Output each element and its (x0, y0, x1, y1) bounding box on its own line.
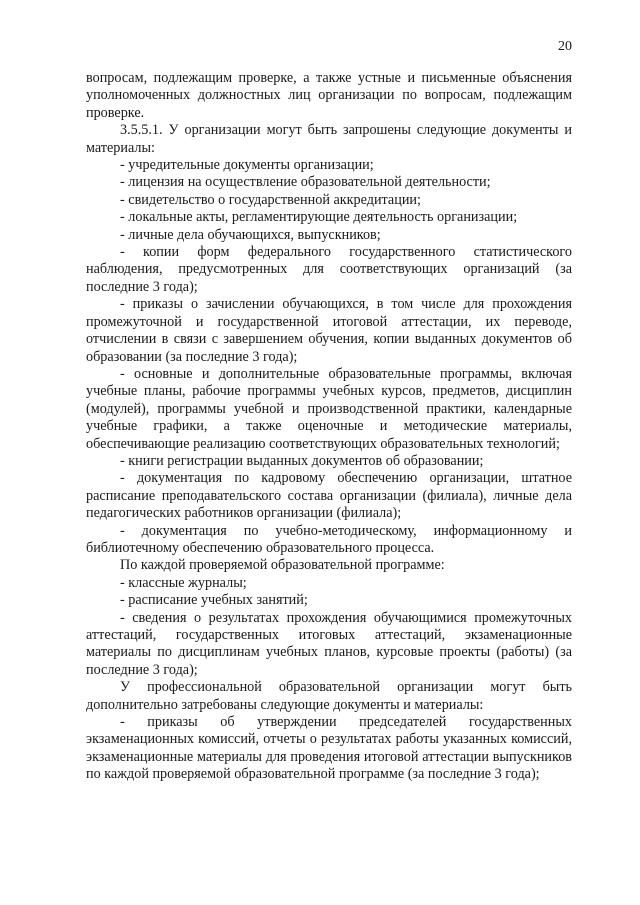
list-item: - копии форм федерального государственного статистического наблюдения, предусмотренных для соответствующих организаций (за последние 3 года); (86, 244, 572, 295)
list-item: - документация по кадровому обеспечению организации, штатное расписание преподавательского состава организации (филиала), личные дела педагогических работников организации (филиала); (86, 470, 572, 522)
list-item: - учредительные документы организации; (120, 157, 374, 174)
list-item: - расписание учебных занятий; (120, 592, 308, 609)
page-number: 20 (558, 39, 572, 54)
list-item: - основные и дополнительные образовательные программы, включая учебные планы, рабочие программы учебных курсов, предметов, дисциплин (модулей), программы учебной и производственной практики, календарные учебные графики, а также оценочные и методические материалы, обеспечивающие реализацию соответствующих образовательных технологий; (86, 365, 572, 452)
paragraph: 3.5.5.1. У организации могут быть запрошены следующие документы и материалы: (86, 122, 572, 156)
list-item: - свидетельство о государственной аккредитации; (120, 191, 421, 208)
list-item: - книги регистрации выданных документов об образовании; (120, 452, 484, 469)
list-item: - документация по учебно-методическому, информационному и библиотечному обеспечению образовательного процесса. (86, 522, 572, 556)
paragraph: По каждой проверяемой образовательной программе: (120, 557, 445, 574)
paragraph: У профессиональной образовательной организации могут быть дополнительно затребованы следующие документы и материалы: (86, 679, 572, 713)
list-item: - личные дела обучающихся, выпускников; (120, 226, 381, 243)
list-item: - лицензия на осуществление образовательной деятельности; (120, 174, 491, 191)
document-body (86, 70, 572, 784)
list-item: - приказы о зачислении обучающихся, в том числе для прохождения промежуточной и государственной итоговой аттестации, их переводе, отчислении в связи с завершением обучения, копии выданных документов об образовании (за последние 3 года); (86, 296, 572, 365)
list-item: - локальные акты, регламентирующие деятельность организации; (120, 209, 518, 226)
paragraph: вопросам, подлежащим проверке, а также устные и письменные объяснения уполномоченных должностных лиц организации по вопросам, подлежащим проверке. (86, 70, 572, 121)
list-item: - сведения о результатах прохождения обучающимися промежуточных аттестаций, государственных итоговых аттестаций, экзаменационные материалы по дисциплинам учебных планов, курсовые проекты (работы) (за последние 3 года); (86, 609, 572, 678)
list-item: - классные журналы; (120, 574, 247, 591)
list-item: - приказы об утверждении председателей государственных экзаменационных комиссий, отчеты о результатах работы указанных комиссий, экзаменационные материалы для проведения итоговой аттестации выпускников по каждой проверяемой образовательной программе (за последние 3 года); (86, 714, 572, 783)
